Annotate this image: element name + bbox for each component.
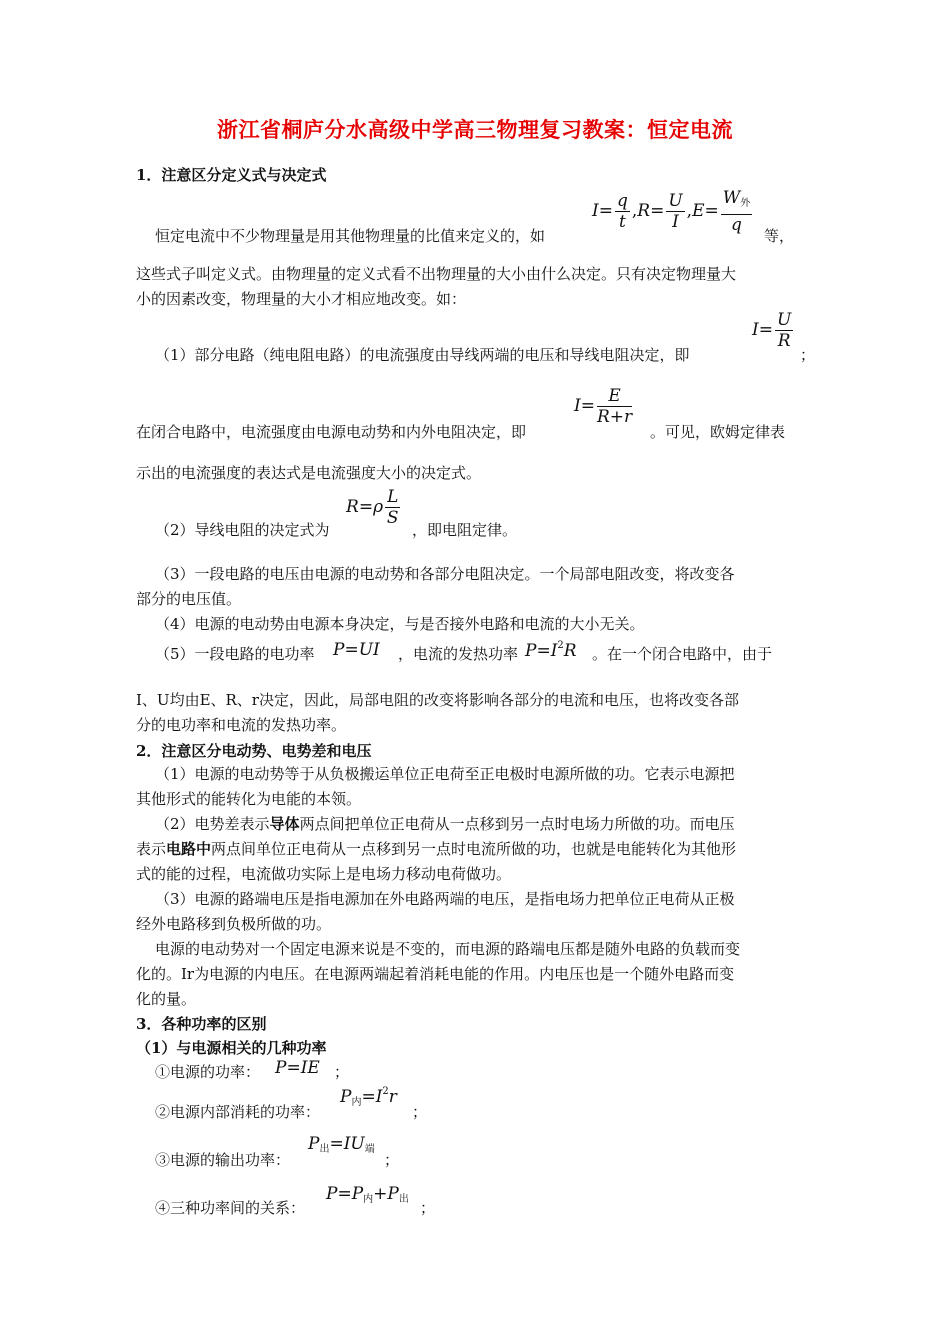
paragraph-text: （2）电势差表示导体两点间把单位正电荷从一点移到另一点时电场力所做的功。而电压 [155,815,735,833]
paragraph-text: 示出的电流强度的表达式是电流强度大小的决定式。 [136,464,482,482]
subsection-heading: （1）与电源相关的几种功率 [136,1039,327,1057]
paragraph-text: 这些式子叫定义式。由物理量的定义式看不出物理量的大小由什么决定。只有决定物理量大 [136,265,737,283]
paragraph-text: 化的。Ir为电源的内电压。在电源两端起着消耗电能的作用。内电压也是一个随外电路而变 [136,965,735,983]
resistance-formula: R=ρ $\frac{L}{S}$ [346,487,399,528]
list-item: ③电源的输出功率： [155,1151,291,1169]
paragraph-text: I、U均由E、R、r决定，因此，局部电阻的改变将影响各部分的电流和电压，也将改变各部 [136,691,739,709]
paragraph-text: 在闭合电路中，电流强度由电源电动势和内外电阻决定，即 [136,423,527,441]
paragraph-text: （1）电源的电动势等于从负极搬运单位正电荷至正电极时电源所做的功。它表示电源把 [155,765,735,783]
paragraph-text: （2）导线电阻的决定式为 [155,521,330,539]
list-item: ①电源的功率： [155,1063,261,1081]
paragraph-text: 表示电路中两点间单位正电荷从一点移到另一点时电流所做的功，也就是电能转化为其他形 [136,840,737,858]
paragraph-text: 电源的电动势对一个固定电源来说是不变的，而电源的路端电压都是随外电路的负载而变 [155,940,741,958]
section-2-heading: 2．注意区分电动势、电势差和电压 [136,742,372,760]
definition-formulas: I= $\frac{q}{t}$ ,R= $\frac{U}{I}$ ,E= $\frac{W_外}{q}$ [592,188,751,235]
list-item-end: ； [384,1151,400,1169]
paragraph-text: 式的能的过程，电流做功实际上是电场力移动电荷做功。 [136,865,512,883]
paragraph-text: 等， [764,227,795,245]
internal-power-formula: $P_内=I^2r$ [340,1086,397,1108]
list-item-end: ； [420,1199,436,1217]
paragraph-text: （4）电源的电动势由电源本身决定，与是否接外电路和电流的大小无关。 [155,615,645,633]
paragraph-text: 部分的电压值。 [136,590,242,608]
paragraph-text: 。在一个闭合电路中，由于 [592,645,773,663]
section-3-heading: 3．各种功率的区别 [136,1015,267,1033]
list-item-end: ； [412,1103,428,1121]
output-power-formula: $P_出=IU_端$ [308,1134,375,1155]
power-relation-formula: $P=P_内+P_出$ [326,1184,409,1205]
page-title: 浙江省桐庐分水高级中学高三物理复习教案：恒定电流 [217,117,733,142]
power-formula: P=UI [333,640,380,660]
paragraph-text: 分的电功率和电流的发热功率。 [136,716,347,734]
section-1-heading: 1．注意区分定义式与决定式 [136,166,327,184]
list-item: ④三种功率间的关系： [155,1199,306,1217]
paragraph-text: ； [800,346,816,364]
source-power-formula: P=IE [275,1058,320,1078]
paragraph-text: 经外电路移到负极所做的功。 [136,915,332,933]
paragraph-text: 恒定电流中不少物理量是用其他物理量的比值来定义的，如 [155,227,546,245]
paragraph-text: （1）部分电路（纯电阻电路）的电流强度由导线两端的电压和导线电阻决定，即 [155,346,690,364]
list-item: ②电源内部消耗的功率： [155,1103,321,1121]
paragraph-text: 化的量。 [136,990,197,1008]
paragraph-text: ，电流的发热功率 [398,645,519,663]
paragraph-text: （5）一段电路的电功率 [155,645,315,663]
ohm-formula: I= $\frac{U}{R}$ [752,310,792,351]
paragraph-text: （3）电源的路端电压是指电源加在外电路两端的电压，是指电场力把单位正电荷从正极 [155,890,735,908]
paragraph-text: ，即电阻定律。 [412,521,518,539]
paragraph-text: 。可见，欧姆定律表 [650,423,786,441]
heat-power-formula: $P=I^2R$ [525,640,577,661]
paragraph-text: 其他形式的能转化为电能的本领。 [136,790,362,808]
list-item-end: ； [334,1063,350,1081]
paragraph-text: （3）一段电路的电压由电源的电动势和各部分电阻决定。一个局部电阻改变，将改变各 [155,565,735,583]
closed-circuit-formula: I= $\frac{E}{R+r}$ [574,386,633,427]
paragraph-text: 小的因素改变，物理量的大小才相应地改变。如： [136,290,467,308]
